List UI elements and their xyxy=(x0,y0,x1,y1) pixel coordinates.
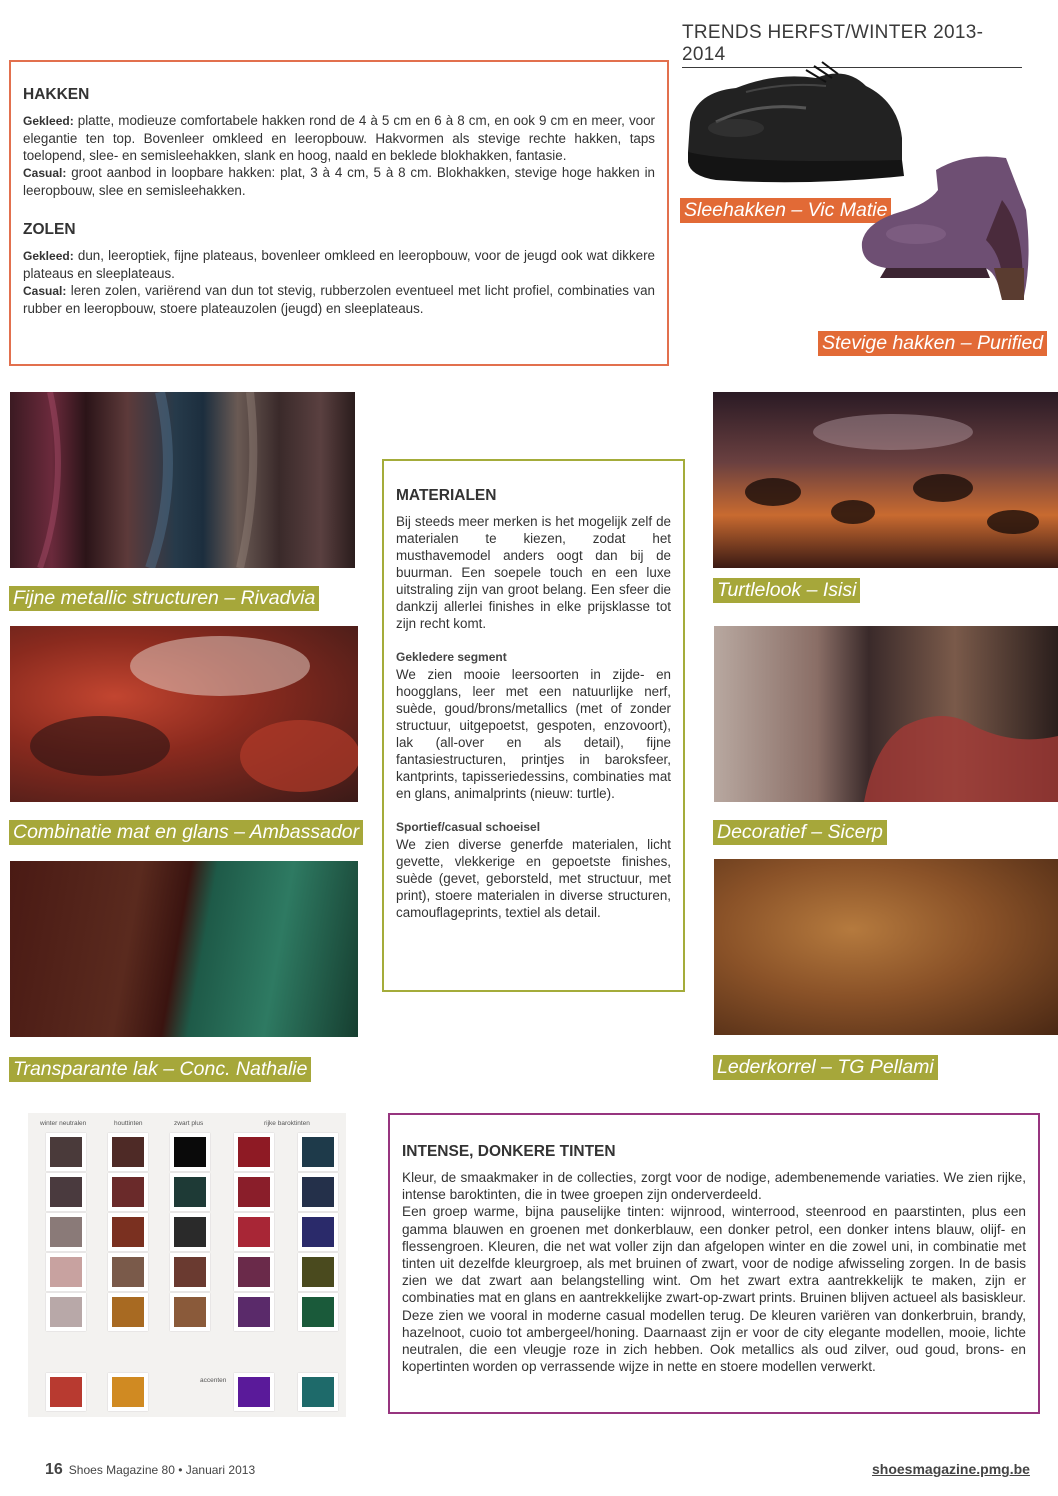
sportief-text: We zien diverse generfde materialen, licht gevette, vlekkerige en gepoetste finishes, suède (gevet, geborsteld, met structuur, met print), stoere materialen in diverse structuren, camouflageprints, textiel als detail. xyxy=(396,837,671,920)
zolen-text xyxy=(23,247,655,317)
issue-text: Shoes Magazine 80 • Januari 2013 xyxy=(68,1463,256,1477)
materialen-box xyxy=(382,459,685,992)
footer-site-link[interactable]: shoesmagazine.pmg.be xyxy=(872,1461,1030,1477)
caption-sleehakken: Sleehakken – Vic Matie xyxy=(680,198,891,223)
color-swatch xyxy=(108,1373,148,1411)
color-swatch xyxy=(108,1173,148,1211)
hakken-gekleed-text: platte, modieuze comfortabele hakken rond de 4 à 5 cm en 6 à 8 cm, en ook 9 cm en meer, voor elegantie ten top. Bovenleer omkleed en leeropbouw. Hakvormen als stevige rechte hakken, taps toelopend, slee- en semisleehakken, slank en hoog, naald en beklede blokhakken, fantasie. xyxy=(23,113,655,163)
color-swatch xyxy=(298,1253,338,1291)
zolen-casual-label: Casual: xyxy=(23,284,67,298)
swatch-header-winter: winter neutralen xyxy=(40,1120,87,1127)
color-swatch xyxy=(108,1293,148,1331)
swatch-header-zwart: zwart plus xyxy=(174,1120,204,1127)
color-swatch xyxy=(46,1293,86,1331)
ankle-boot-photo xyxy=(856,150,1036,310)
materialen-title: MATERIALEN xyxy=(396,487,497,504)
caption-transparante: Transparante lak – Conc. Nathalie xyxy=(9,1057,311,1082)
intense-title: INTENSE, DONKERE TINTEN xyxy=(402,1143,616,1160)
color-swatch xyxy=(298,1133,338,1171)
caption-metallic: Fijne metallic structuren – Rivadvia xyxy=(9,586,319,611)
color-swatch xyxy=(170,1293,210,1331)
color-swatch xyxy=(108,1213,148,1251)
color-swatch xyxy=(298,1373,338,1411)
intense-box xyxy=(388,1113,1040,1414)
swatch-accent-label: accenten xyxy=(200,1377,227,1384)
hakken-title: HAKKEN xyxy=(23,86,90,103)
color-swatch xyxy=(170,1253,210,1291)
caption-decoratief: Decoratief – Sicerp xyxy=(713,820,887,845)
color-swatch xyxy=(46,1253,86,1291)
mat-glans-leather-photo xyxy=(10,626,358,802)
page-number: 16 xyxy=(45,1461,63,1478)
sportief-title: Sportief/casual schoeisel xyxy=(396,820,541,834)
color-swatch xyxy=(298,1293,338,1331)
color-swatch xyxy=(46,1173,86,1211)
lak-leather-photo xyxy=(10,861,358,1037)
zolen-gekleed-text: dun, leeroptiek, fijne plateaus, bovenleer omkleed en leeropbouw, voor de jeugd ook wat dikkere plateaus en sleeplateaus. xyxy=(23,248,655,281)
color-swatch-board xyxy=(28,1113,346,1417)
caption-lederkorrel: Lederkorrel – TG Pellami xyxy=(713,1055,938,1080)
color-swatch xyxy=(170,1213,210,1251)
section-header: TRENDS HERFST/WINTER 2013-2014 xyxy=(682,22,1022,68)
swatch-header-barok: rijke baroktinten xyxy=(264,1120,310,1127)
gekleed-segment-text: We zien mooie leersoorten in zijde- en hoogglans, leer met een natuurlijke nerf, suède, goud/brons/metallics (met of zonder structuur, uitgepoetst, gespoten, enzovoort), lak (all-over en als detail), fijne fantasiestructuren, printjes in baroksfeer, kantprints, tapisseriedessins, combinaties mat en glans, animalprints (nieuw: turtle). xyxy=(396,667,671,801)
footer-issue xyxy=(45,1461,255,1479)
swatch-header-hout: houttinten xyxy=(114,1120,143,1127)
color-swatch xyxy=(46,1133,86,1171)
caption-stevige-hakken: Stevige hakken – Purified xyxy=(818,331,1047,356)
color-swatch xyxy=(46,1373,86,1411)
zolen-casual-text: leren zolen, variërend van dun tot stevig, rubberzolen eventueel met licht profiel, combinaties van rubber en leeropbouw, stoere plateauzolen (jeugd) en sleeplateaus. xyxy=(23,283,655,316)
gekleed-segment-title: Gekledere segment xyxy=(396,650,507,664)
color-swatch xyxy=(170,1173,210,1211)
intense-p1: Kleur, de smaakmaker in de collecties, zorgt voor de nodige, adembenemende variaties. We zien rijke, intense baroktinten, die in twee groepen zijn onderverdeeld. xyxy=(402,1170,1026,1203)
hakken-text xyxy=(23,112,655,199)
color-swatch xyxy=(234,1213,274,1251)
color-swatch xyxy=(298,1213,338,1251)
color-swatch xyxy=(46,1213,86,1251)
caption-turtlelook: Turtlelook – Isisi xyxy=(713,578,860,603)
decoratief-leather-photo xyxy=(714,626,1058,802)
color-swatch xyxy=(234,1293,274,1331)
hakken-zolen-box xyxy=(9,60,669,366)
caption-combinatie: Combinatie mat en glans – Ambassador xyxy=(9,820,363,845)
metallic-leather-photo xyxy=(10,392,355,568)
color-swatch xyxy=(298,1173,338,1211)
color-swatch xyxy=(234,1173,274,1211)
zolen-gekleed-label: Gekleed: xyxy=(23,249,74,263)
hakken-gekleed-label: Gekleed: xyxy=(23,114,74,128)
intense-p2: Een groep warme, bijna pauselijke tinten: wijnrood, winterrood, steenrood en paarstinten, plus een gamma blauwen en groenen met donkerblauw, een donker petrol, een donker intens blauw, olijf- en flessengroen. Kleuren, die net wat voller zijn dan afgelopen winter en die zowel uni, in combinatie met tinten uit dezelfde kleurgroep, als met bruinen of zwart, voor de nodige afwisseling zorgen. In de basis zien we dat zwart aan belangstelling wint. Om het zwart extra aantrekkelijk te maken, zijn er combinaties mat en glans en aantrekkelijke zwart-op-zwart prints. Bruinen blijven actueel als basiskleur. Deze zien we vooral in moderne casual modellen terug. De kleuren variëren van donkerbruin, brandy, hazelnoot, cuoio tot ambergeel/honing. Daarnaast zijn er voor de city elegante modellen, mooie, lichte neutralen, die een vleugje roze in zich hebben. Ook metallics als oud zilver, oud goud, brons- en kopertinten worden op verrassende wijze in nette en stoere modellen verwerkt. xyxy=(402,1204,1026,1375)
lederkorrel-leather-photo xyxy=(714,859,1058,1035)
hakken-casual-label: Casual: xyxy=(23,166,67,180)
turtle-leather-photo xyxy=(713,392,1058,568)
color-swatch xyxy=(170,1133,210,1171)
color-swatch xyxy=(108,1133,148,1171)
color-swatch xyxy=(234,1373,274,1411)
hakken-casual-text: groot aanbod in loopbare hakken: plat, 3 à 4 cm, 5 à 8 cm. Blokhakken, stevige hoge hakken in leeropbouw, slee en semisleehakken. xyxy=(23,165,655,198)
color-swatch xyxy=(234,1253,274,1291)
zolen-title: ZOLEN xyxy=(23,221,76,238)
color-swatch xyxy=(234,1133,274,1171)
materialen-intro: Bij steeds meer merken is het mogelijk zelf de materialen te kiezen, zodat het musthavemodel anders oogt dan bij de buurman. Een soepele touch en een luxe uitstraling zijn van groot belang. Een sfeer die dankzij allerlei finishes in elke prijsklasse tot zijn recht komt. xyxy=(396,514,671,631)
color-swatch xyxy=(108,1253,148,1291)
